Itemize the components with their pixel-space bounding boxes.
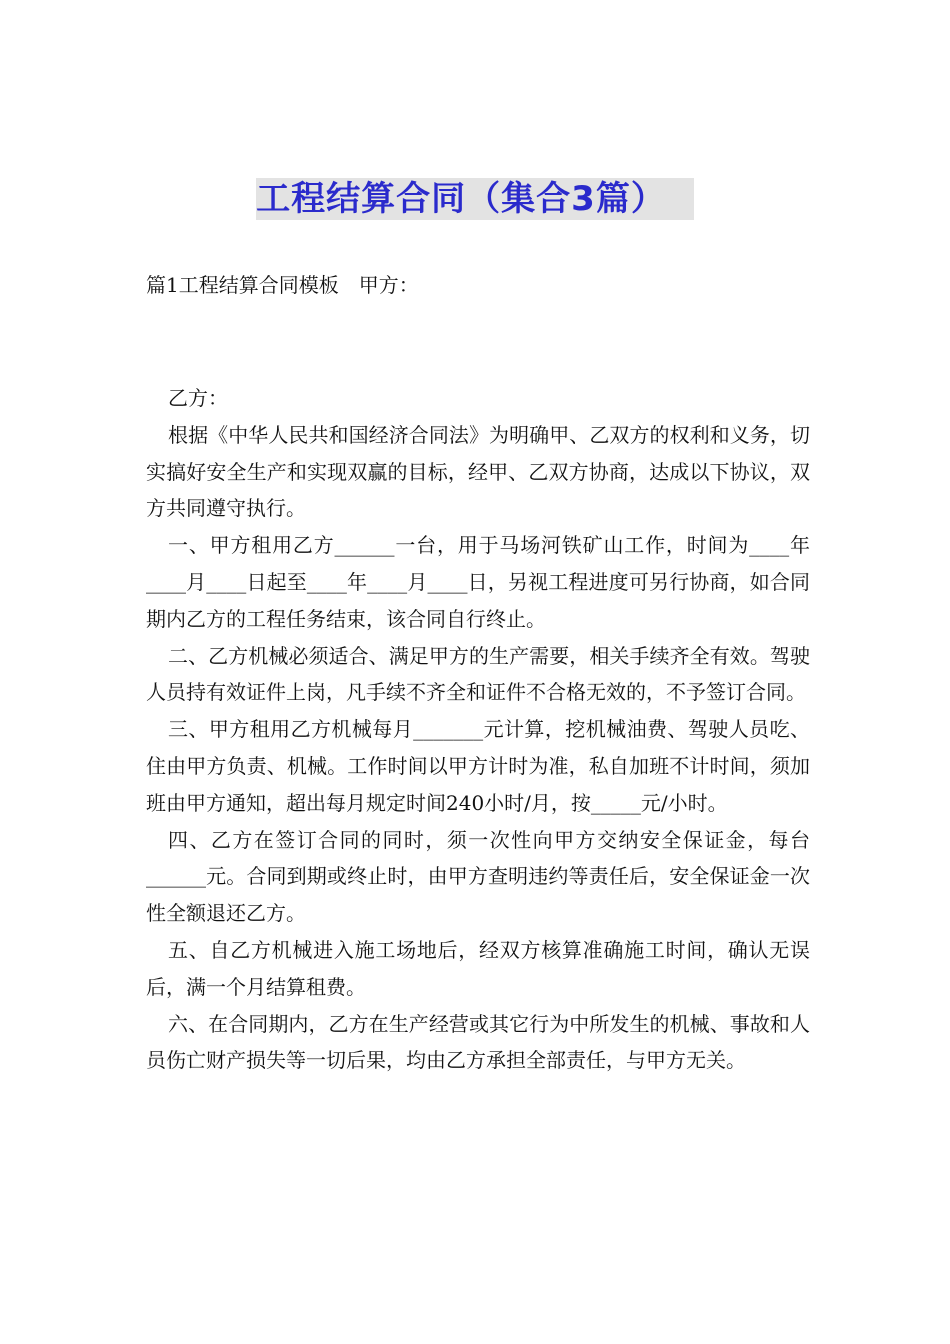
document-title: 工程结算合同（集合3篇） xyxy=(256,178,694,220)
paragraph-preamble: 根据《中华人民共和国经济合同法》为明确甲、乙双方的权利和义务，切实搞好安全生产和实现双赢的目标，经甲、乙双方协商，达成以下协议，双方共同遵守执行。 xyxy=(146,422,810,521)
document-body xyxy=(146,380,810,1079)
paragraph-clause-4: 四、乙方在签订合同的同时，须一次性向甲方交纳安全保证金，每台______元。合同到期或终止时，由甲方查明违约等责任后，安全保证金一次性全额退还乙方。 xyxy=(146,827,810,926)
paragraph-clause-6: 六、在合同期内，乙方在生产经营或其它行为中所发生的机械、事故和人员伤亡财产损失等一切后果，均由乙方承担全部责任，与甲方无关。 xyxy=(146,1011,810,1073)
paragraph-party-b: 乙方： xyxy=(168,386,228,410)
paragraph-clause-5: 五、自乙方机械进入施工场地后，经双方核算准确施工时间，确认无误后，满一个月结算租费。 xyxy=(146,937,810,999)
document-subtitle: 篇1工程结算合同模板 甲方： xyxy=(146,273,419,297)
title-container xyxy=(0,178,950,220)
paragraph-clause-2: 二、乙方机械必须适合、满足甲方的生产需要，相关手续齐全有效。驾驶人员持有效证件上岗，凡手续不齐全和证件不合格无效的，不予签订合同。 xyxy=(146,643,810,705)
paragraph-clause-1: 一、甲方租用乙方______一台，用于马场河铁矿山工作，时间为____年____月____日起至____年____月____日，另视工程进度可另行协商，如合同期内乙方的工程任务结束，该合同自行终止。 xyxy=(146,533,810,631)
paragraph-clause-3: 三、甲方租用乙方机械每月_______元计算，挖机械油费、驾驶人员吃、住由甲方负责、机械。工作时间以甲方计时为准，私自加班不计时间，须加班由甲方通知，超出每月规定时间240小时/月，按_____元/小时。 xyxy=(146,717,810,815)
